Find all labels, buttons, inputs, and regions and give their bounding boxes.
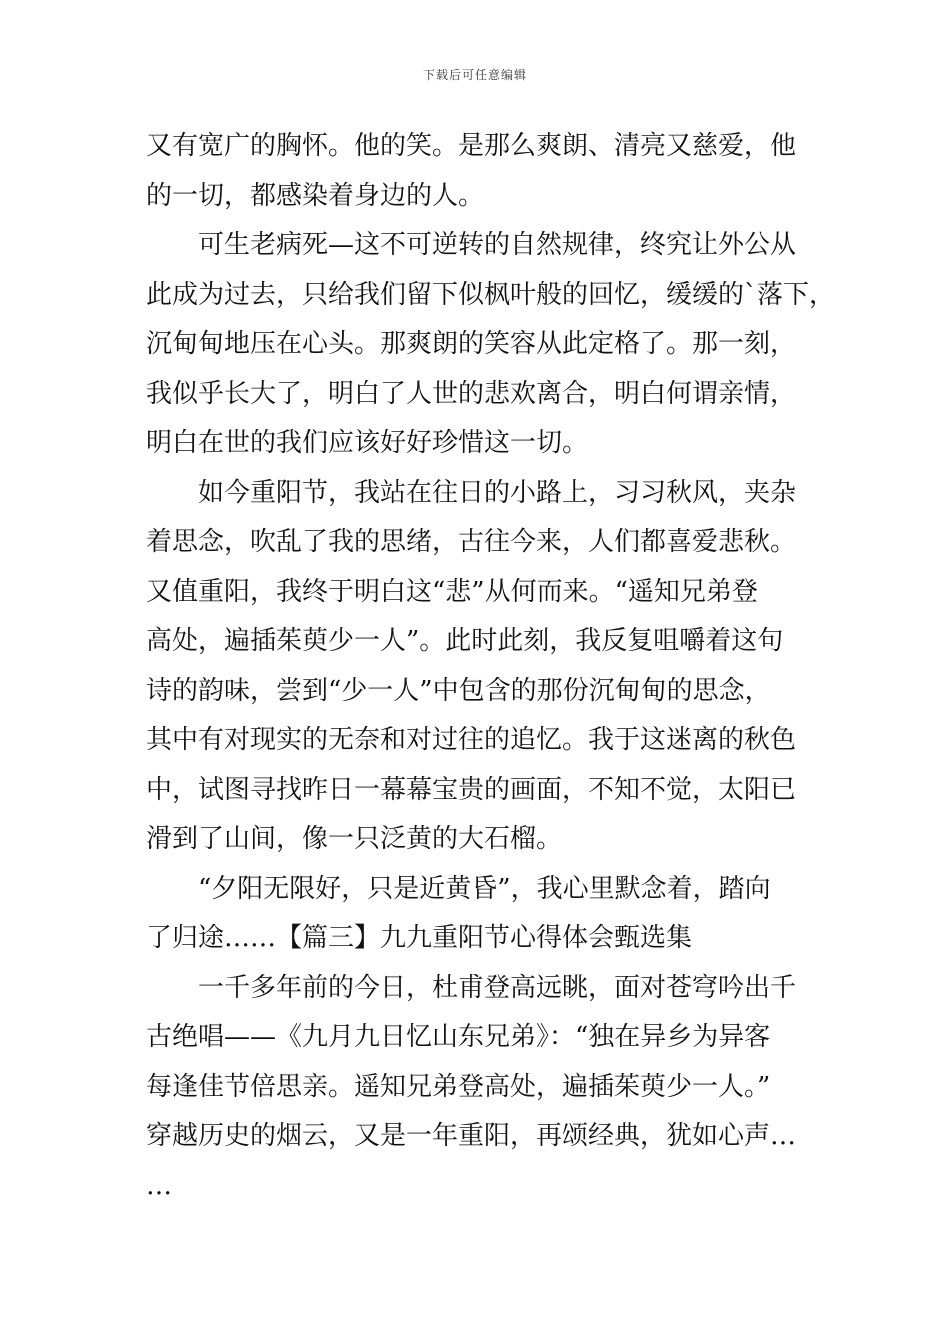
text-line: 着思念，吹乱了我的思绪，古往今来，人们都喜爱悲秋。 (146, 527, 797, 557)
text-line: 中，试图寻找昨日一幕幕宝贵的画面，不知不觉，太阳已 (146, 774, 797, 805)
text-line: 可生老病死—这不可逆转的自然规律，终究让外公从 (198, 230, 797, 260)
text-line: 每逢佳节倍思亲。遥知兄弟登高处，遍插茱萸少一人。” (146, 1071, 771, 1102)
text-line: 此成为过去，只给我们留下似枫叶般的回忆，缓缓的`落下， (146, 279, 836, 310)
text-line: 了归途……【篇三】九九重阳节心得体会甄选集 (146, 923, 693, 953)
page-header: 下载后可任意编辑 (422, 68, 527, 82)
text-line: 又有宽广的胸怀。他的笑。是那么爽朗、清亮又慈爱，他 (146, 131, 797, 161)
text-line: 明白在世的我们应该好好珍惜这一切。 (146, 428, 589, 458)
text-line: 诗的韵味，尝到“少一人”中包含的那份沉甸甸的思念， (146, 675, 771, 706)
text-line: 滑到了山间，像一只泛黄的大石榴。 (146, 824, 563, 854)
text-line: 古绝唱——《九月九日忆山东兄弟》：“独在异乡为异客 (146, 1022, 771, 1052)
text-line: 一千多年前的今日，杜甫登高远眺，面对苍穹吟出千 (198, 972, 797, 1003)
text-line: 穿越历史的烟云，又是一年重阳，再颂经典，犹如心声… (146, 1121, 797, 1151)
text-line: 的一切，都感染着身边的人。 (146, 180, 485, 211)
text-line: 高处，遍插茱萸少一人”。此时此刻，我反复咀嚼着这句 (146, 626, 784, 656)
text-line: 沉甸甸地压在心头。那爽朗的笑容从此定格了。那一刻， (146, 329, 797, 359)
body-text (146, 122, 836, 1211)
text-line: 如今重阳节，我站在往日的小路上，习习秋风，夹杂 (198, 477, 797, 508)
text-line: 我似乎长大了，明白了人世的悲欢离合，明白何谓亲情， (146, 378, 797, 409)
text-line: 其中有对现实的无奈和对过往的追忆。我于这迷离的秋色 (146, 725, 797, 755)
text-line: “夕阳无限好，只是近黄昏”，我心里默念着，踏向 (198, 873, 771, 904)
text-line: … (146, 1170, 172, 1201)
text-line: 又值重阳，我终于明白这“悲”从何而来。“遥知兄弟登 (146, 576, 758, 607)
